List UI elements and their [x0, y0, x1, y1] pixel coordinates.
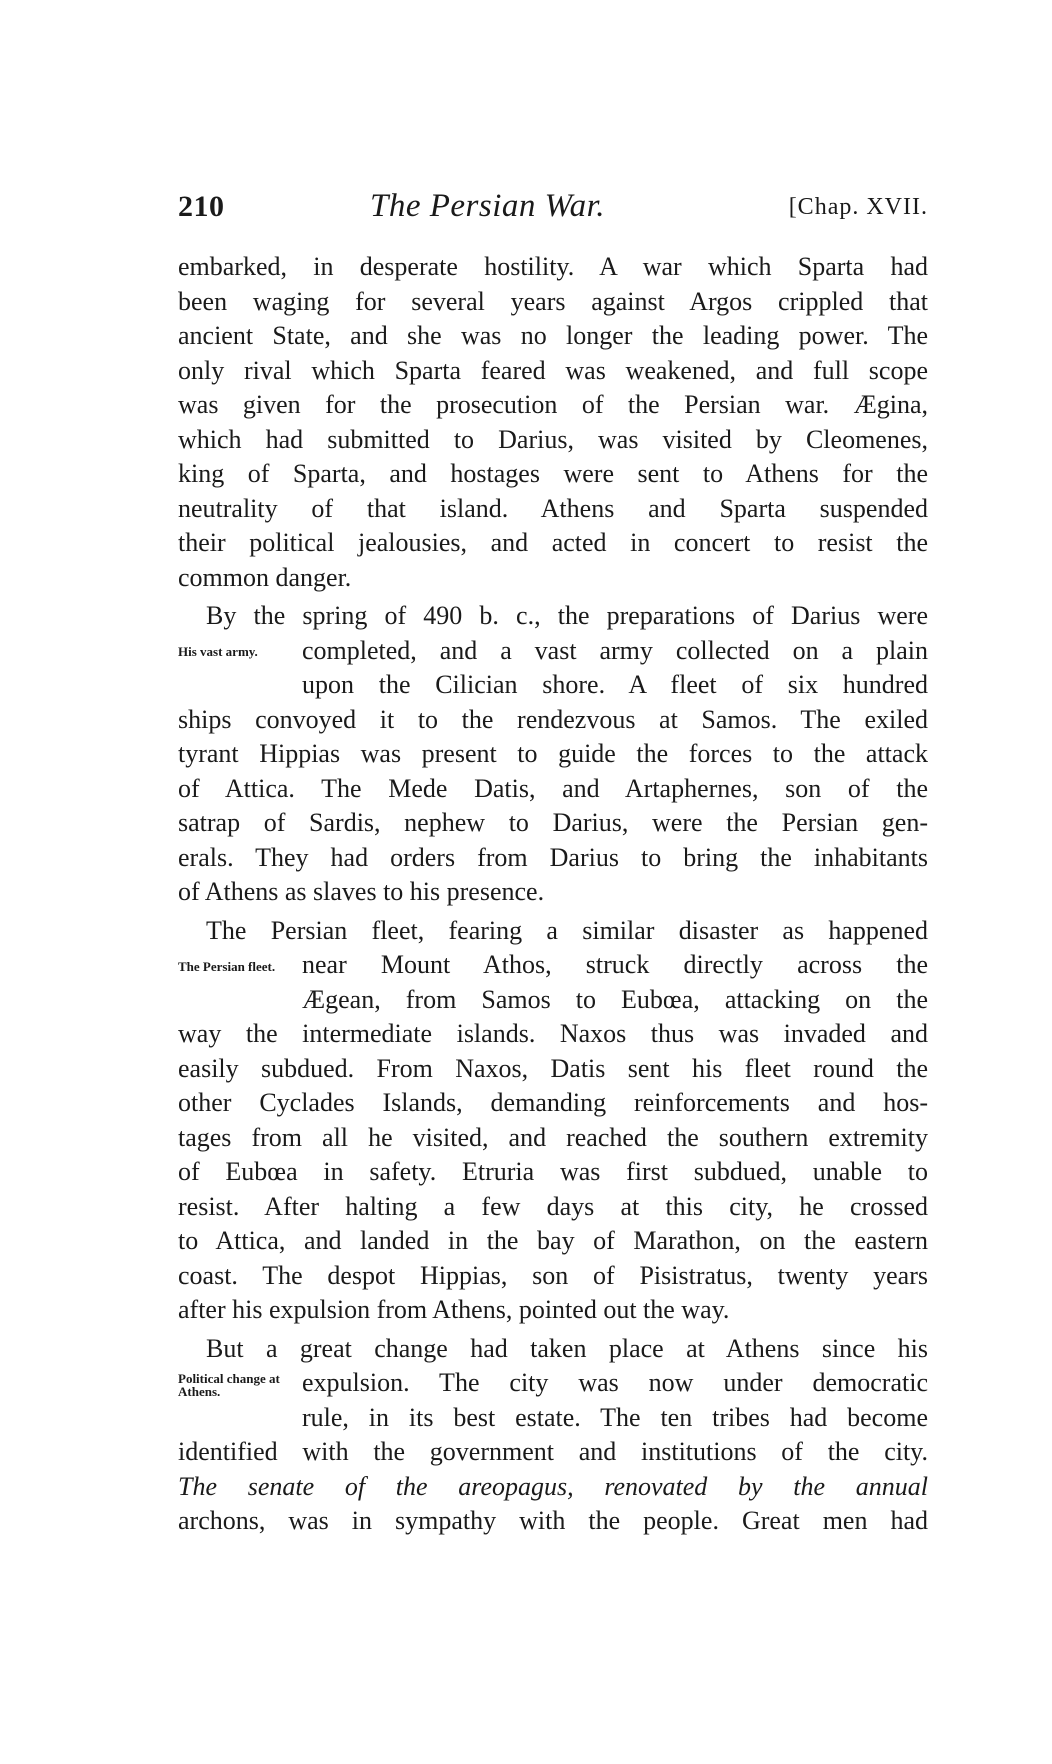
- text-line: their political jealousies, and acted in concert to resist the: [178, 528, 928, 557]
- margin-note: Political change at Athens.: [178, 1370, 280, 1399]
- text-line: after his expulsion from Athens, pointed out the way.: [178, 1295, 730, 1324]
- margin-note: His vast army.: [178, 644, 258, 659]
- text-line: been waging for several years against Argos crippled that: [178, 286, 928, 316]
- text-line: near Mount Athos, struck directly across the: [302, 950, 928, 979]
- text-line: of Athens as slaves to his presence.: [178, 877, 545, 906]
- text-line: common danger.: [178, 562, 352, 592]
- text-line: neutrality of that island. Athens and Sparta suspended: [178, 493, 928, 523]
- text-line: only rival which Sparta feared was weakened, and full scope: [178, 355, 928, 385]
- page-number: 210: [178, 190, 225, 223]
- text-line: tages from all he visited, and reached the southern extremity: [178, 1122, 928, 1152]
- running-head: [178, 186, 928, 234]
- text-line: expulsion. The city was now under democratic: [302, 1368, 928, 1397]
- text-line: Ægean, from Samos to Eubœa, attacking on the: [302, 984, 928, 1014]
- text-line: The senate of the areopagus, renovated by the annual: [178, 1471, 928, 1501]
- text-line: archons, was in sympathy with the people. Great men had: [178, 1506, 928, 1535]
- text-line: embarked, in desperate hostility. A war which Sparta had: [178, 252, 928, 281]
- text-line: completed, and a vast army collected on a plain: [302, 635, 928, 665]
- paragraph: [178, 250, 928, 595]
- text-line: By the spring of 490 b. c., the preparations of Darius were: [206, 601, 928, 630]
- text-line: to Attica, and landed in the bay of Marathon, on the eastern: [178, 1226, 928, 1255]
- text-line: king of Sparta, and hostages were sent to Athens for the: [178, 459, 928, 488]
- text-line: which had submitted to Darius, was visited by Cleomenes,: [178, 424, 928, 454]
- text-line: was given for the prosecution of the Persian war. Ægina,: [178, 390, 928, 419]
- paragraph: [178, 914, 928, 1328]
- text-line: The Persian fleet, fearing a similar disaster as happened: [206, 915, 928, 945]
- text-line: upon the Cilician shore. A fleet of six hundred: [302, 670, 928, 699]
- text-line: way the intermediate islands. Naxos thus was invaded and: [178, 1019, 928, 1048]
- text-line: satrap of Sardis, nephew to Darius, were the Persian gen-: [178, 808, 928, 837]
- text-line: of Eubœa in safety. Etruria was first subdued, unable to: [178, 1157, 928, 1186]
- body-text: [178, 250, 928, 1539]
- text-line: rule, in its best estate. The ten tribes had become: [302, 1402, 928, 1432]
- text-line: coast. The despot Hippias, son of Pisistratus, twenty years: [178, 1260, 928, 1290]
- text-line: other Cyclades Islands, demanding reinforcements and hos-: [178, 1088, 928, 1117]
- running-title: The Persian War.: [370, 188, 606, 224]
- text-line: identified with the government and institutions of the city.: [178, 1437, 928, 1466]
- text-line: easily subdued. From Naxos, Datis sent his fleet round the: [178, 1053, 928, 1083]
- text-line: But a great change had taken place at Athens since his: [206, 1333, 928, 1363]
- text-line: tyrant Hippias was present to guide the forces to the attack: [178, 739, 928, 768]
- text-line: resist. After halting a few days at this city, he crossed: [178, 1191, 928, 1221]
- text-line: erals. They had orders from Darius to bring the inhabitants: [178, 842, 928, 872]
- chapter-reference: [Chap. XVII.: [788, 194, 928, 220]
- text-line: ships convoyed it to the rendezvous at Samos. The exiled: [178, 704, 928, 734]
- margin-note: The Persian fleet.: [178, 958, 276, 974]
- text-line: ancient State, and she was no longer the leading power. The: [178, 321, 928, 350]
- paragraph: [178, 1332, 928, 1539]
- paragraph: [178, 599, 928, 910]
- text-line: of Attica. The Mede Datis, and Artaphernes, son of the: [178, 773, 928, 803]
